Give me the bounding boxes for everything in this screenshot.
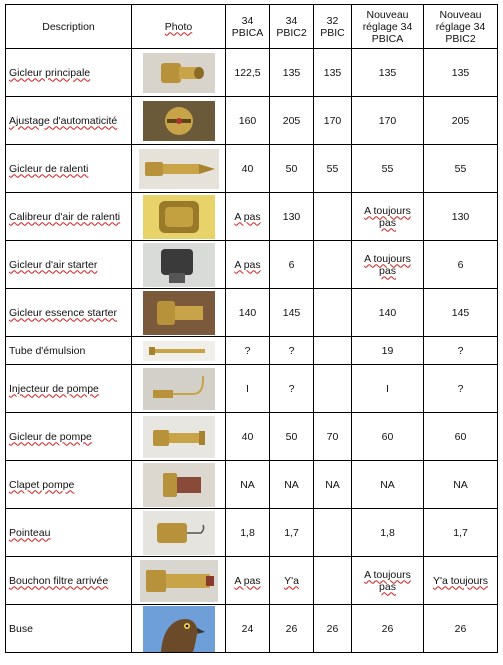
table-row xyxy=(6,365,498,413)
cell-34-pbic2: ? xyxy=(270,365,314,413)
brass-jet-icon xyxy=(143,53,215,93)
cell-new-34-pbic2: 135 xyxy=(424,49,498,97)
cell-32-pbic: 55 xyxy=(314,145,352,193)
filter-plug-icon xyxy=(140,560,218,602)
cell-new-34-pbica: A toujours pas xyxy=(352,557,424,605)
cell-new-34-pbica: 26 xyxy=(352,605,424,653)
header-34-pbic2: 34 PBIC2 xyxy=(270,5,314,49)
idle-jet-icon xyxy=(139,149,219,189)
cell-34-pbic2: NA xyxy=(270,461,314,509)
cell-new-34-pbica: A toujours pas xyxy=(352,241,424,289)
row-photo xyxy=(132,49,226,97)
row-description: Buse xyxy=(6,605,132,653)
cell-new-34-pbica: NA xyxy=(352,461,424,509)
row-photo xyxy=(132,289,226,337)
cell-34-pbica: 40 xyxy=(226,145,270,193)
row-photo xyxy=(132,605,226,653)
starter-air-jet-icon xyxy=(143,243,215,287)
cell-32-pbic: NA xyxy=(314,461,352,509)
cell-new-34-pbica: 19 xyxy=(352,337,424,365)
cell-new-34-pbica: 140 xyxy=(352,289,424,337)
cell-34-pbic2: ? xyxy=(270,337,314,365)
starter-fuel-jet-icon xyxy=(143,291,215,335)
row-description: Pointeau xyxy=(6,509,132,557)
row-description: Calibreur d'air de ralenti xyxy=(6,193,132,241)
cell-34-pbic2: 135 xyxy=(270,49,314,97)
header-new-34-pbica: Nouveau réglage 34 PBICA xyxy=(352,5,424,49)
cell-32-pbic xyxy=(314,557,352,605)
cell-34-pbica: 140 xyxy=(226,289,270,337)
row-description: Clapet pompe xyxy=(6,461,132,509)
cell-new-34-pbic2: 55 xyxy=(424,145,498,193)
cell-new-34-pbica: 60 xyxy=(352,413,424,461)
row-photo xyxy=(132,461,226,509)
cell-32-pbic xyxy=(314,241,352,289)
cell-new-34-pbic2: 6 xyxy=(424,241,498,289)
row-description: Injecteur de pompe xyxy=(6,365,132,413)
row-description: Gicleur essence starter xyxy=(6,289,132,337)
cell-32-pbic xyxy=(314,509,352,557)
cell-34-pbic2: Y'a xyxy=(270,557,314,605)
row-description: Gicleur de pompe xyxy=(6,413,132,461)
cell-new-34-pbic2: 1,7 xyxy=(424,509,498,557)
row-photo xyxy=(132,97,226,145)
header-32-pbic: 32 PBIC xyxy=(314,5,352,49)
table-row xyxy=(6,145,498,193)
cell-34-pbic2: 130 xyxy=(270,193,314,241)
table-row xyxy=(6,557,498,605)
cell-34-pbica: ? xyxy=(226,337,270,365)
cell-new-34-pbica: 170 xyxy=(352,97,424,145)
cell-34-pbic2: 50 xyxy=(270,145,314,193)
row-photo xyxy=(132,145,226,193)
cell-new-34-pbica: I xyxy=(352,365,424,413)
row-photo xyxy=(132,241,226,289)
table-row xyxy=(6,97,498,145)
table-row xyxy=(6,289,498,337)
cell-34-pbic2: 26 xyxy=(270,605,314,653)
table-row xyxy=(6,605,498,653)
cell-34-pbica: A pas xyxy=(226,193,270,241)
needle-valve-icon xyxy=(143,511,215,555)
cell-new-34-pbic2: ? xyxy=(424,365,498,413)
air-calibrator-icon xyxy=(143,195,215,239)
header-34-pbica: 34 PBICA xyxy=(226,5,270,49)
row-description: Gicleur de ralenti xyxy=(6,145,132,193)
row-photo xyxy=(132,365,226,413)
cell-34-pbica: I xyxy=(226,365,270,413)
cell-34-pbica: A pas xyxy=(226,241,270,289)
cell-34-pbic2: 50 xyxy=(270,413,314,461)
cell-34-pbica: 24 xyxy=(226,605,270,653)
cell-32-pbic: 26 xyxy=(314,605,352,653)
cell-new-34-pbica: 1,8 xyxy=(352,509,424,557)
cell-new-34-pbic2: NA xyxy=(424,461,498,509)
row-description xyxy=(6,337,132,365)
row-description-text: Tube d'émulsion xyxy=(9,344,86,357)
cell-new-34-pbic2: 130 xyxy=(424,193,498,241)
cell-32-pbic xyxy=(314,365,352,413)
cell-32-pbic xyxy=(314,193,352,241)
cell-34-pbica: 40 xyxy=(226,413,270,461)
cell-new-34-pbic2: 60 xyxy=(424,413,498,461)
cell-32-pbic xyxy=(314,289,352,337)
cell-34-pbica: A pas xyxy=(226,557,270,605)
cell-32-pbic xyxy=(314,337,352,365)
row-photo xyxy=(132,557,226,605)
cell-new-34-pbic2: 26 xyxy=(424,605,498,653)
hawk-photo-icon xyxy=(143,606,215,652)
table-row xyxy=(6,509,498,557)
row-description: Bouchon filtre arrivée xyxy=(6,557,132,605)
cell-new-34-pbica: 55 xyxy=(352,145,424,193)
cell-34-pbica: 160 xyxy=(226,97,270,145)
row-description: Gicleur d'air starter xyxy=(6,241,132,289)
cell-new-34-pbica: A toujours pas xyxy=(352,193,424,241)
pump-injector-icon xyxy=(143,368,215,410)
cell-new-34-pbic2: ? xyxy=(424,337,498,365)
jets-table xyxy=(5,4,498,653)
table-row xyxy=(6,337,498,365)
row-photo xyxy=(132,413,226,461)
table-row xyxy=(6,241,498,289)
table-row xyxy=(6,461,498,509)
cell-34-pbic2: 205 xyxy=(270,97,314,145)
row-description: Ajustage d'automaticité xyxy=(6,97,132,145)
cell-34-pbic2: 145 xyxy=(270,289,314,337)
emulsion-tube-icon xyxy=(143,341,215,361)
header-new-34-pbic2: Nouveau réglage 34 PBIC2 xyxy=(424,5,498,49)
cell-32-pbic: 135 xyxy=(314,49,352,97)
cell-new-34-pbic2: 145 xyxy=(424,289,498,337)
cell-34-pbica: 122,5 xyxy=(226,49,270,97)
pump-jet-icon xyxy=(143,416,215,458)
table-row xyxy=(6,193,498,241)
cell-34-pbica: 1,8 xyxy=(226,509,270,557)
header-description: Description xyxy=(6,5,132,49)
header-photo: Photo xyxy=(132,5,226,49)
row-photo xyxy=(132,193,226,241)
table-row xyxy=(6,413,498,461)
row-description: Gicleur principale xyxy=(6,49,132,97)
pump-valve-icon xyxy=(143,463,215,507)
row-photo xyxy=(132,509,226,557)
header-row xyxy=(6,5,498,49)
slotted-jet-icon xyxy=(143,101,215,141)
cell-34-pbic2: 6 xyxy=(270,241,314,289)
cell-new-34-pbic2: 205 xyxy=(424,97,498,145)
cell-new-34-pbic2: Y'a toujours xyxy=(424,557,498,605)
cell-new-34-pbica: 135 xyxy=(352,49,424,97)
table-row xyxy=(6,49,498,97)
cell-32-pbic: 170 xyxy=(314,97,352,145)
cell-32-pbic: 70 xyxy=(314,413,352,461)
cell-34-pbica: NA xyxy=(226,461,270,509)
row-photo xyxy=(132,337,226,365)
cell-34-pbic2: 1,7 xyxy=(270,509,314,557)
